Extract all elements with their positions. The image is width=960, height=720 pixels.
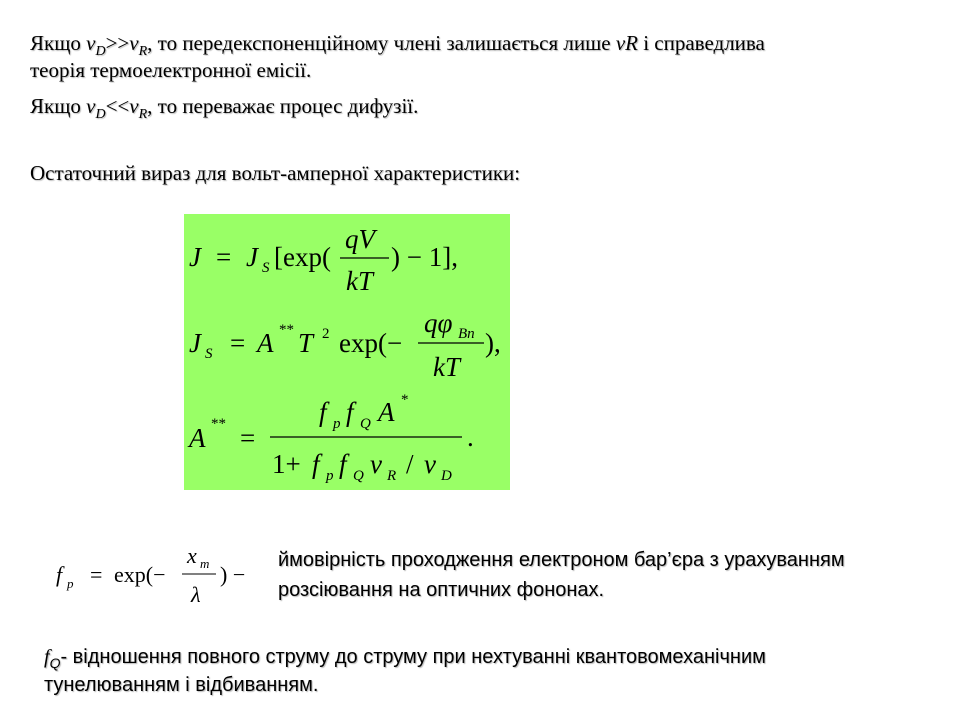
svg-text:Q: Q [360, 416, 371, 432]
svg-text:T: T [298, 328, 314, 358]
svg-text:kT: kT [433, 352, 460, 382]
svg-text:f: f [56, 562, 63, 587]
formula-box [184, 214, 510, 490]
equation-saturation-current [189, 308, 501, 382]
svg-text:=: = [216, 242, 232, 272]
svg-text:A: A [378, 397, 395, 427]
equation-richardson-constant [187, 392, 474, 484]
svg-text:*: * [401, 392, 409, 408]
svg-text:=: = [230, 328, 246, 358]
fq-description-line2: тунелюванням і відбиванням. [44, 674, 319, 696]
fq-description: $f_Q-$ відношення повного струму до струму при нехтуванні квантовомеханічним [44, 646, 766, 671]
fp-description-line1: ймовірність проходження електроном бар’єра з урахуванням [278, 549, 845, 571]
svg-text:=: = [240, 423, 256, 453]
paragraph-thermionic: Якщо $v_D>>v_R$, то передекспоненційному члені залишається лише vR і справедлива [30, 31, 765, 59]
equation-current-density [189, 224, 458, 296]
svg-text:) − 1],: ) − 1], [391, 242, 458, 272]
section-heading: Остаточний вираз для вольт-амперної характеристики: [30, 161, 521, 185]
svg-text:v: v [370, 449, 382, 479]
svg-text:D: D [441, 468, 452, 484]
formula-svg [184, 214, 510, 490]
svg-text:**: ** [211, 416, 226, 432]
svg-text:J: J [246, 242, 258, 272]
svg-text:f: f [312, 449, 320, 479]
svg-text:kT: kT [346, 266, 373, 296]
svg-text:qV: qV [345, 224, 375, 254]
svg-text:v: v [424, 449, 436, 479]
svg-text:) −: ) − [220, 562, 246, 587]
svg-text:[exp(: [exp( [274, 242, 331, 272]
svg-text:m: m [200, 556, 210, 571]
svg-text:Q: Q [353, 468, 364, 484]
svg-text:2: 2 [322, 326, 330, 342]
paragraph-thermionic-line2: теорія термоелектронної емісії. [30, 58, 312, 82]
svg-text:S: S [262, 260, 270, 276]
paragraph-diffusion: Якщо $v_D<<v_R$, то переважає процес дифузії. [30, 94, 419, 122]
svg-text:),: ), [485, 328, 501, 358]
svg-text:Bn: Bn [458, 326, 475, 342]
svg-text:p: p [67, 576, 74, 591]
fp-description-line2: розсіювання на оптичних фононах. [278, 579, 605, 601]
svg-text:exp(−: exp(− [114, 562, 166, 587]
svg-text:qφ: qφ [424, 308, 453, 338]
svg-text:λ: λ [191, 582, 201, 607]
svg-text:S: S [205, 346, 213, 362]
svg-text:f: f [339, 449, 347, 479]
svg-text:**: ** [279, 322, 294, 338]
fp-formula [50, 540, 270, 610]
svg-text:/: / [406, 449, 414, 479]
fp-formula-svg [50, 540, 270, 610]
svg-text:.: . [467, 422, 474, 452]
svg-text:A: A [189, 423, 206, 453]
svg-text:f: f [319, 397, 327, 427]
svg-text:exp(−: exp(− [339, 328, 403, 358]
svg-text:A: A [257, 328, 274, 358]
svg-text:x: x [187, 543, 197, 568]
svg-text:J: J [189, 242, 201, 272]
svg-text:p: p [326, 468, 334, 484]
svg-text:J: J [189, 328, 201, 358]
svg-text:p: p [333, 416, 341, 432]
svg-text:f: f [346, 397, 354, 427]
svg-text:=: = [90, 562, 103, 587]
svg-text:1+: 1+ [272, 449, 301, 479]
svg-text:R: R [387, 468, 397, 484]
